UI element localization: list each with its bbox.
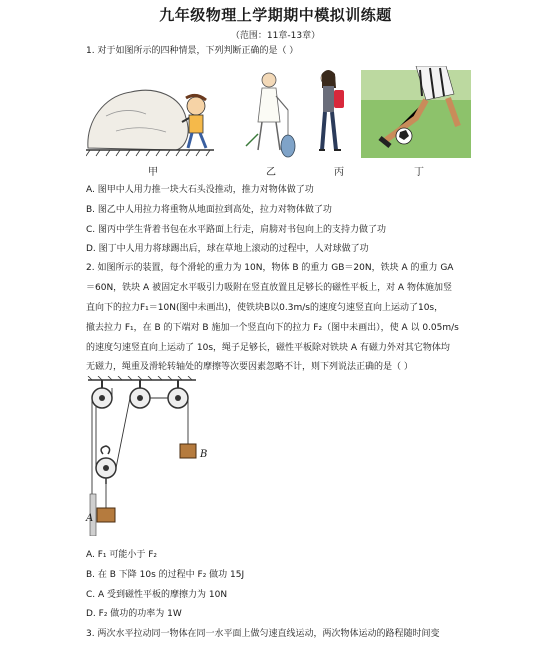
q2-option-a: A. F₁ 可能小于 F₂ [86, 550, 158, 560]
fixed-pulley-1 [92, 380, 112, 408]
q1-option-b: B. 图乙中人用拉力将重物从地面拉到高处，拉力对物体做了功 [86, 205, 332, 215]
document-range: （范围：11章-13章） [230, 31, 321, 41]
q1-figures [86, 66, 476, 166]
q2-option-d: D. F₂ 做功的功率为 1W [86, 609, 182, 619]
figure-label-ding: 丁 [414, 167, 424, 178]
document-title: 九年级物理上学期期中模拟训练题 [159, 6, 392, 24]
q2-option-c: C. A 受到磁性平板的摩擦力为 10N [86, 590, 228, 600]
q2-line-4: 撤去拉力 F₁，在 B 的下端对 B 施加一个竖直向下的拉力 F₂（图中未画出），使 A 以 0.05m/s [86, 323, 459, 333]
fixed-pulley-3 [168, 380, 188, 408]
q1-option-d: D. 图丁中人用力将球踢出后，球在草地上滚动的过程中，人对球做了功 [86, 244, 369, 254]
q2-line-1: 2. 如图所示的装置，每个滑轮的重力为 10N，物体 B 的重力 GB＝20N，铁块 A 的重力 GA [86, 263, 454, 273]
figure-student-backpack [319, 70, 344, 150]
figure-label-jia: 甲 [148, 167, 158, 178]
q1-option-a: A. 图甲中人用力推一块大石头没推动，推力对物体做了功 [86, 185, 314, 195]
figure-lifting-bucket [246, 73, 295, 157]
q2-line-3: 直向下的拉力F₁＝10N(图中未画出)，使铁块B以0.3m/s的速度匀速竖直向上运动了10s， [86, 303, 444, 313]
pulley-label-b: B [200, 449, 208, 460]
q2-option-b: B. 在 B 下降 10s 的过程中 F₂ 做功 15J [86, 570, 245, 580]
q1-figure-illustrations [86, 66, 476, 166]
q2-line-6: 无磁力，绳重及滑轮转轴处的摩擦等次要因素忽略不计，则下列说法正确的是（ ） [86, 362, 413, 372]
pulley-label-a: A [86, 513, 94, 524]
movable-pulley [96, 446, 116, 484]
q2-line-5: 的速度匀速竖直向上运动了 10s，绳子足够长，磁性平板除对铁块 A 有磁力外对其它物体均 [86, 343, 450, 353]
figure-label-yi: 乙 [266, 167, 276, 178]
q1-option-c: C. 图丙中学生背着书包在水平路面上行走，肩膀对书包向上的支持力做了功 [86, 225, 387, 235]
figure-label-bing: 丙 [334, 167, 344, 178]
figure-kicking-ball [361, 66, 471, 158]
q2-line-2: ＝60N，铁块 A 被固定水平吸引力吸附在竖直放置且足够长的磁性平板上，对 A 物体施加竖 [86, 283, 452, 293]
figure-pushing-rock [86, 90, 214, 156]
q3-stem: 3. 两次水平拉动同一物体在同一水平面上做匀速直线运动，两次物体运动的路程随时间变 [86, 629, 440, 639]
q1-stem: 1. 对于如图所示的四种情景，下列判断正确的是（ ） [86, 46, 299, 56]
fixed-pulley-2 [130, 380, 150, 408]
